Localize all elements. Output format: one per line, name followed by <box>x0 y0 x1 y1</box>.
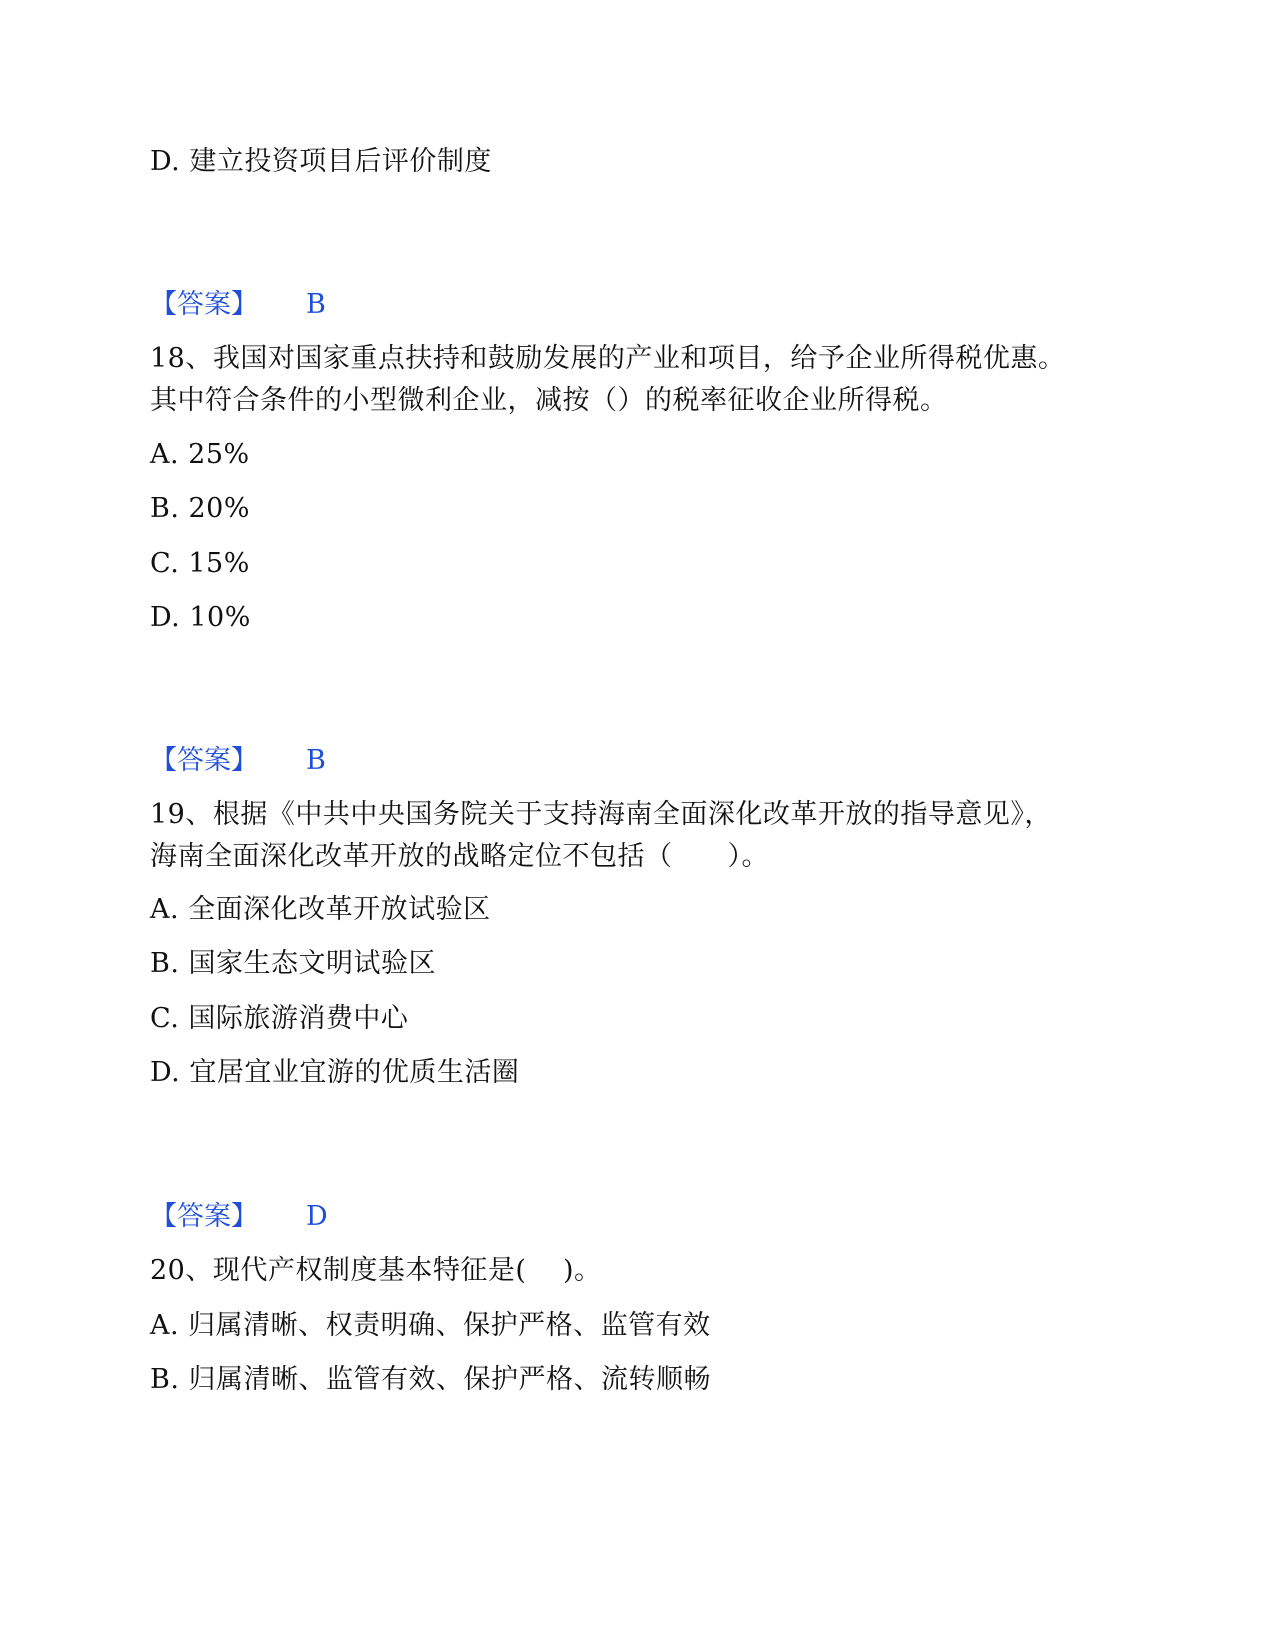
question-18-option-b: B. 20% <box>150 493 251 524</box>
question-20-option-b: B. 归属清晰、监管有效、保护严格、流转顺畅 <box>150 1364 712 1395</box>
question-20-stem-line1: 20、现代产权制度基本特征是( )。 <box>150 1255 602 1286</box>
answer-label: 【答案】 <box>150 745 258 776</box>
answer-label: 【答案】 <box>150 1201 258 1232</box>
answer-value: D <box>306 1201 328 1232</box>
question-18-option-c: C. 15% <box>150 548 250 579</box>
option-d: D. 建立投资项目后评价制度 <box>150 146 492 177</box>
question-18-stem-line2: 其中符合条件的小型微利企业，减按（）的税率征收企业所得税。 <box>150 385 948 416</box>
question-18-option-a: A. 25% <box>150 439 250 470</box>
question-20-option-a: A. 归属清晰、权责明确、保护严格、监管有效 <box>150 1310 711 1341</box>
answer-value: B <box>306 289 326 320</box>
question-19-option-a: A. 全面深化改革开放试验区 <box>150 894 491 925</box>
answer-block <box>150 744 326 778</box>
answer-value: B <box>306 745 326 776</box>
answer-label: 【答案】 <box>150 289 258 320</box>
question-19-stem-line1: 19、根据《中共中央国务院关于支持海南全面深化改革开放的指导意见》， <box>150 799 1052 830</box>
question-18-stem-line1: 18、我国对国家重点扶持和鼓励发展的产业和项目，给予企业所得税优惠。 <box>150 343 1066 374</box>
question-19-stem-line2: 海南全面深化改革开放的战略定位不包括（ ）。 <box>150 841 769 872</box>
question-19-option-d: D. 宜居宜业宜游的优质生活圈 <box>150 1057 520 1088</box>
answer-block <box>150 1200 328 1234</box>
question-18-option-d: D. 10% <box>150 602 251 633</box>
question-19-option-c: C. 国际旅游消费中心 <box>150 1003 409 1034</box>
answer-block <box>150 288 326 322</box>
question-19-option-b: B. 国家生态文明试验区 <box>150 948 437 979</box>
